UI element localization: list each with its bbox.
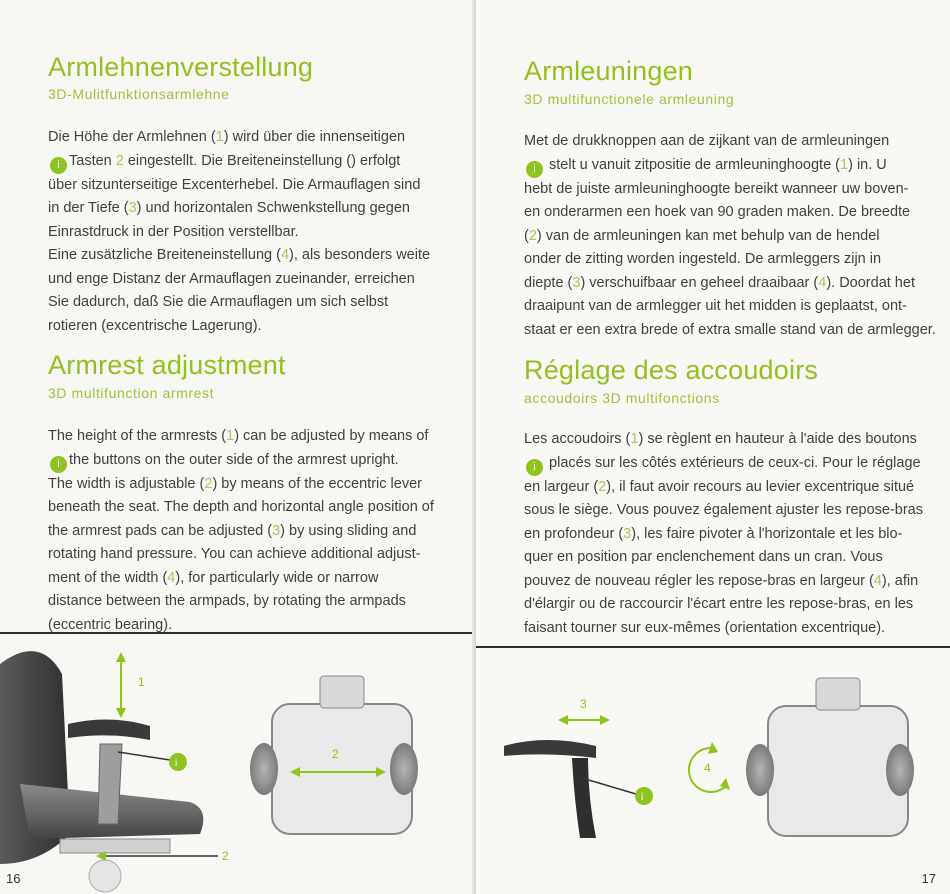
- body-line: The height of the armrests (1) can be adjusted by means of: [48, 428, 429, 444]
- body-line: pouvez de nouveau régler les repose-bras en largeur (4), afin: [524, 572, 919, 589]
- body-en: [48, 425, 458, 637]
- body-fr: [524, 428, 944, 640]
- label-2b: 2: [222, 849, 229, 863]
- body-line: the armrest pads can be adjusted (3) by using sliding and: [48, 522, 417, 539]
- page-left: [0, 0, 474, 894]
- caster-wheel: [89, 860, 121, 892]
- body-line: faisant tourner sur eux-mêmes (orientation excentrique).: [524, 619, 886, 636]
- body-line: hebt de juiste armleuninghoogte bereikt wanneer uw boven-: [524, 180, 909, 197]
- body-line: in der Tiefe (3) und horizontalen Schwenkstellung gegen: [48, 200, 410, 216]
- body-line: über sitzunterseitige Excenterhebel. Die Armauflagen sind: [48, 176, 421, 193]
- body-line: onder de zitting worden ingesteld. De armleggers zijn in: [524, 251, 882, 267]
- body-line: i stelt u vanuit zitpositie de armleuninghoogte (1) in. U: [524, 154, 944, 178]
- page-right: [476, 0, 950, 894]
- label-1: 1: [138, 675, 145, 689]
- body-nl: [524, 130, 944, 342]
- subheading-nl: 3D multifunctionele armleuning: [524, 91, 735, 107]
- subheading-fr: accoudoirs 3D multifonctions: [524, 390, 720, 406]
- heading-fr: Réglage des accoudoirs: [524, 355, 819, 385]
- body-line: diepte (3) verschuifbaar en geheel draaibaar (4). Doordat het: [524, 274, 915, 291]
- left-armpad-right: [746, 744, 774, 796]
- body-line: rotating hand pressure. You can achieve additional adjust-: [48, 546, 421, 562]
- body-line: beneath the seat. The depth and horizontal angle position of: [48, 499, 434, 515]
- armrest-illustration-right: [476, 648, 950, 894]
- body-line: Einrastdruck in der Position verstellbar.: [48, 223, 299, 240]
- label-3: 3: [580, 697, 587, 711]
- button-marker: [169, 753, 187, 771]
- label-4: 4: [704, 761, 711, 775]
- body-line: distance between the armpads, by rotating the armpads: [48, 593, 406, 609]
- right-armpad-right: [886, 744, 914, 796]
- subheading-en: 3D multifunction armrest: [48, 385, 215, 401]
- body-line: en profondeur (3), les faire pivoter à l'horizontale et les blo-: [524, 525, 903, 542]
- svg-text:i: i: [175, 758, 178, 769]
- body-line: i placés sur les côtés extérieurs de ceux-ci. Pour le réglage: [524, 452, 944, 476]
- svg-text:i: i: [641, 792, 644, 803]
- body-line: The width is adjustable (2) by means of the eccentric lever: [48, 475, 422, 492]
- heading-en: Armrest adjustment: [48, 350, 286, 380]
- body-line: i Tasten 2 eingestellt. Die Breiteneinstellung () erfolgt: [48, 150, 458, 174]
- body-line: Die Höhe der Armlehnen (1) wird über die innenseitigen: [48, 129, 406, 145]
- body-line: (eccentric bearing).: [48, 616, 173, 633]
- right-armpad: [390, 743, 418, 795]
- heading-nl: Armleuningen: [524, 56, 694, 86]
- armrest-illustration-left: [0, 634, 474, 894]
- info-button-icon: i: [526, 459, 543, 476]
- body-line: i the buttons on the outer side of the armrest upright.: [48, 449, 458, 473]
- label-2: 2: [332, 747, 339, 761]
- body-line: draaipunt van de armlegger uit het midden is geplaatst, ont-: [524, 298, 907, 314]
- armrest-post-side: [572, 758, 596, 838]
- button-marker-right: [635, 787, 653, 805]
- heading-de: Armlehnenverstellung: [48, 52, 314, 82]
- body-line: (2) van de armleuningen kan met behulp van de hendel: [524, 227, 880, 244]
- body-de: [48, 126, 458, 338]
- body-line: d'élargir ou de raccourcir l'écart entre les repose-bras, en les: [524, 596, 914, 612]
- info-button-icon: i: [50, 157, 67, 174]
- info-button-icon: i: [50, 456, 67, 473]
- body-line: ment of the width (4), for particularly wide or narrow: [48, 569, 379, 586]
- page-number-right: 17: [921, 871, 936, 886]
- page-number-left: 16: [6, 871, 21, 886]
- body-line: staat er een extra brede of extra smalle stand van de armlegger.: [524, 321, 936, 338]
- subheading-de: 3D-Mulitfunktionsarmlehne: [48, 86, 230, 102]
- back-mount: [320, 676, 364, 708]
- body-line: und enge Distanz der Armauflagen zueinander, erreichen: [48, 270, 415, 287]
- info-button-icon: i: [526, 161, 543, 178]
- body-line: sous le siège. Vous pouvez également ajuster les repose-bras: [524, 502, 923, 518]
- body-line: en largeur (2), il faut avoir recours au levier excentrique situé: [524, 478, 915, 495]
- body-line: Eine zusätzliche Breiteneinstellung (4), als besonders weite: [48, 247, 431, 263]
- seat-base: [60, 839, 170, 853]
- armrest-pad-side: [504, 740, 596, 758]
- body-line: quer en position par enclenchement dans un cran. Vous: [524, 549, 883, 565]
- body-line: Met de drukknoppen aan de zijkant van de armleuningen: [524, 133, 890, 149]
- armrest-post: [98, 744, 122, 824]
- back-mount-right: [816, 678, 860, 710]
- body-line: rotieren (excentrische Lagerung).: [48, 317, 262, 334]
- left-armpad: [250, 743, 278, 795]
- armrest-pad: [68, 719, 150, 740]
- body-line: Les accoudoirs (1) se règlent en hauteur à l'aide des boutons: [524, 431, 917, 447]
- body-line: en onderarmen een hoek van 90 graden maken. De breedte: [524, 204, 911, 220]
- body-line: Sie dadurch, daß Sie die Armauflagen um sich selbst: [48, 294, 389, 310]
